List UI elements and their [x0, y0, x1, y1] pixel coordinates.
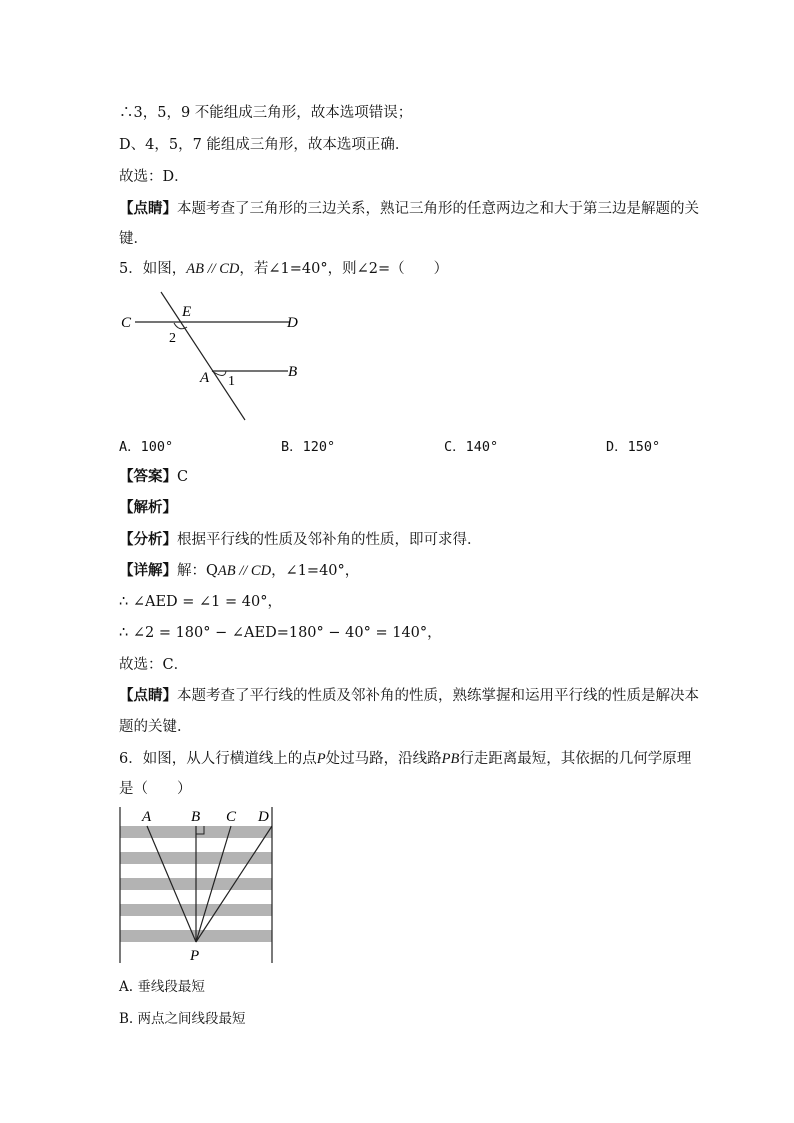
q6-option-a: A. 垂线段最短 — [119, 979, 205, 995]
xiangjie-ab-cd: AB // CD — [217, 563, 272, 579]
dianjing-tag-2: 【点睛】 — [119, 687, 177, 704]
angle-2-arc — [174, 323, 187, 329]
xiangjie-given: ，∠1=40°， — [271, 563, 360, 579]
q5-stem — [119, 259, 448, 279]
q5-step-1: ∴ ∠AED = ∠1 = 40°， — [119, 594, 282, 610]
label-2: 2 — [169, 331, 176, 346]
q6-text-3: 行走距离最短，其依据的几何学原理 — [459, 751, 692, 767]
dianjing-text-2: 本题考查了平行线的性质及邻补角的性质，熟练掌握和运用平行线的性质是解决本 — [177, 688, 699, 704]
q5-ab-cd: AB // CD — [186, 261, 240, 277]
answer-tag: 【答案】 — [119, 468, 177, 485]
label-a: A — [200, 370, 210, 386]
q5-choose: 故选：C． — [119, 657, 189, 673]
q6-point-p: P — [316, 751, 326, 767]
q5-figure — [115, 288, 315, 424]
q5-dianjing — [119, 686, 699, 706]
q6-figure — [115, 805, 280, 965]
label-1: 1 — [228, 374, 235, 389]
q6-route-pb: PB — [441, 751, 460, 767]
q5-step-2: ∴ ∠2 = 180° − ∠AED=180° − 40° = 140°， — [119, 625, 442, 641]
q5-answer — [119, 467, 188, 487]
prev-line-1: ∴3，5，9 不能组成三角形，故本选项错误； — [119, 105, 413, 121]
prev-line-5: 键． — [119, 231, 148, 247]
label-a: A — [142, 809, 152, 825]
q5-option-d: D．150° — [606, 439, 661, 455]
q5-option-a: A．100° — [119, 439, 174, 455]
prev-line-3: 故选：D． — [119, 169, 189, 185]
q5-fenxi — [119, 530, 482, 550]
label-d: D — [287, 315, 298, 331]
prev-dianjing — [119, 199, 699, 219]
q5-condition: ，若∠1=40°，则∠2=（ ） — [239, 261, 449, 277]
q6-stem — [119, 749, 691, 769]
prev-line-2: D、4，5，7 能组成三角形，故本选项正确． — [119, 137, 410, 153]
xiangjie-intro: 解：Q — [177, 563, 218, 579]
label-b: B — [288, 364, 298, 380]
label-c: C — [121, 315, 132, 331]
transversal — [161, 292, 245, 420]
q5-xiangjie — [119, 561, 359, 581]
fenxi-tag: 【分析】 — [119, 531, 177, 548]
q6-option-b: B. 两点之间线段最短 — [119, 1011, 246, 1027]
q5-analysis-tag: 【解析】 — [119, 499, 177, 516]
dianjing-text: 本题考查了三角形的三边关系，熟记三角形的任意两边之和大于第三边是解题的关 — [177, 201, 699, 217]
q6-text-2: 处过马路，沿线路 — [325, 751, 442, 767]
q5-option-c: C．140° — [444, 439, 499, 455]
label-c: C — [226, 809, 237, 825]
q6-text-1: 6．如图，从人行横道线上的点 — [119, 751, 317, 767]
fenxi-text: 根据平行线的性质及邻补角的性质，即可求得． — [177, 532, 482, 548]
label-d: D — [258, 809, 269, 825]
label-e: E — [182, 304, 192, 320]
label-b: B — [191, 809, 201, 825]
q5-dianjing-2: 题的关键． — [119, 719, 192, 735]
q5-number: 5．如图， — [119, 261, 187, 277]
answer-value: C — [177, 469, 189, 485]
q6-stem-2: 是（ ） — [119, 781, 192, 797]
label-p: P — [190, 948, 200, 964]
dianjing-tag: 【点睛】 — [119, 200, 177, 217]
xiangjie-tag: 【详解】 — [119, 562, 177, 579]
q5-option-b: B．120° — [281, 439, 336, 455]
